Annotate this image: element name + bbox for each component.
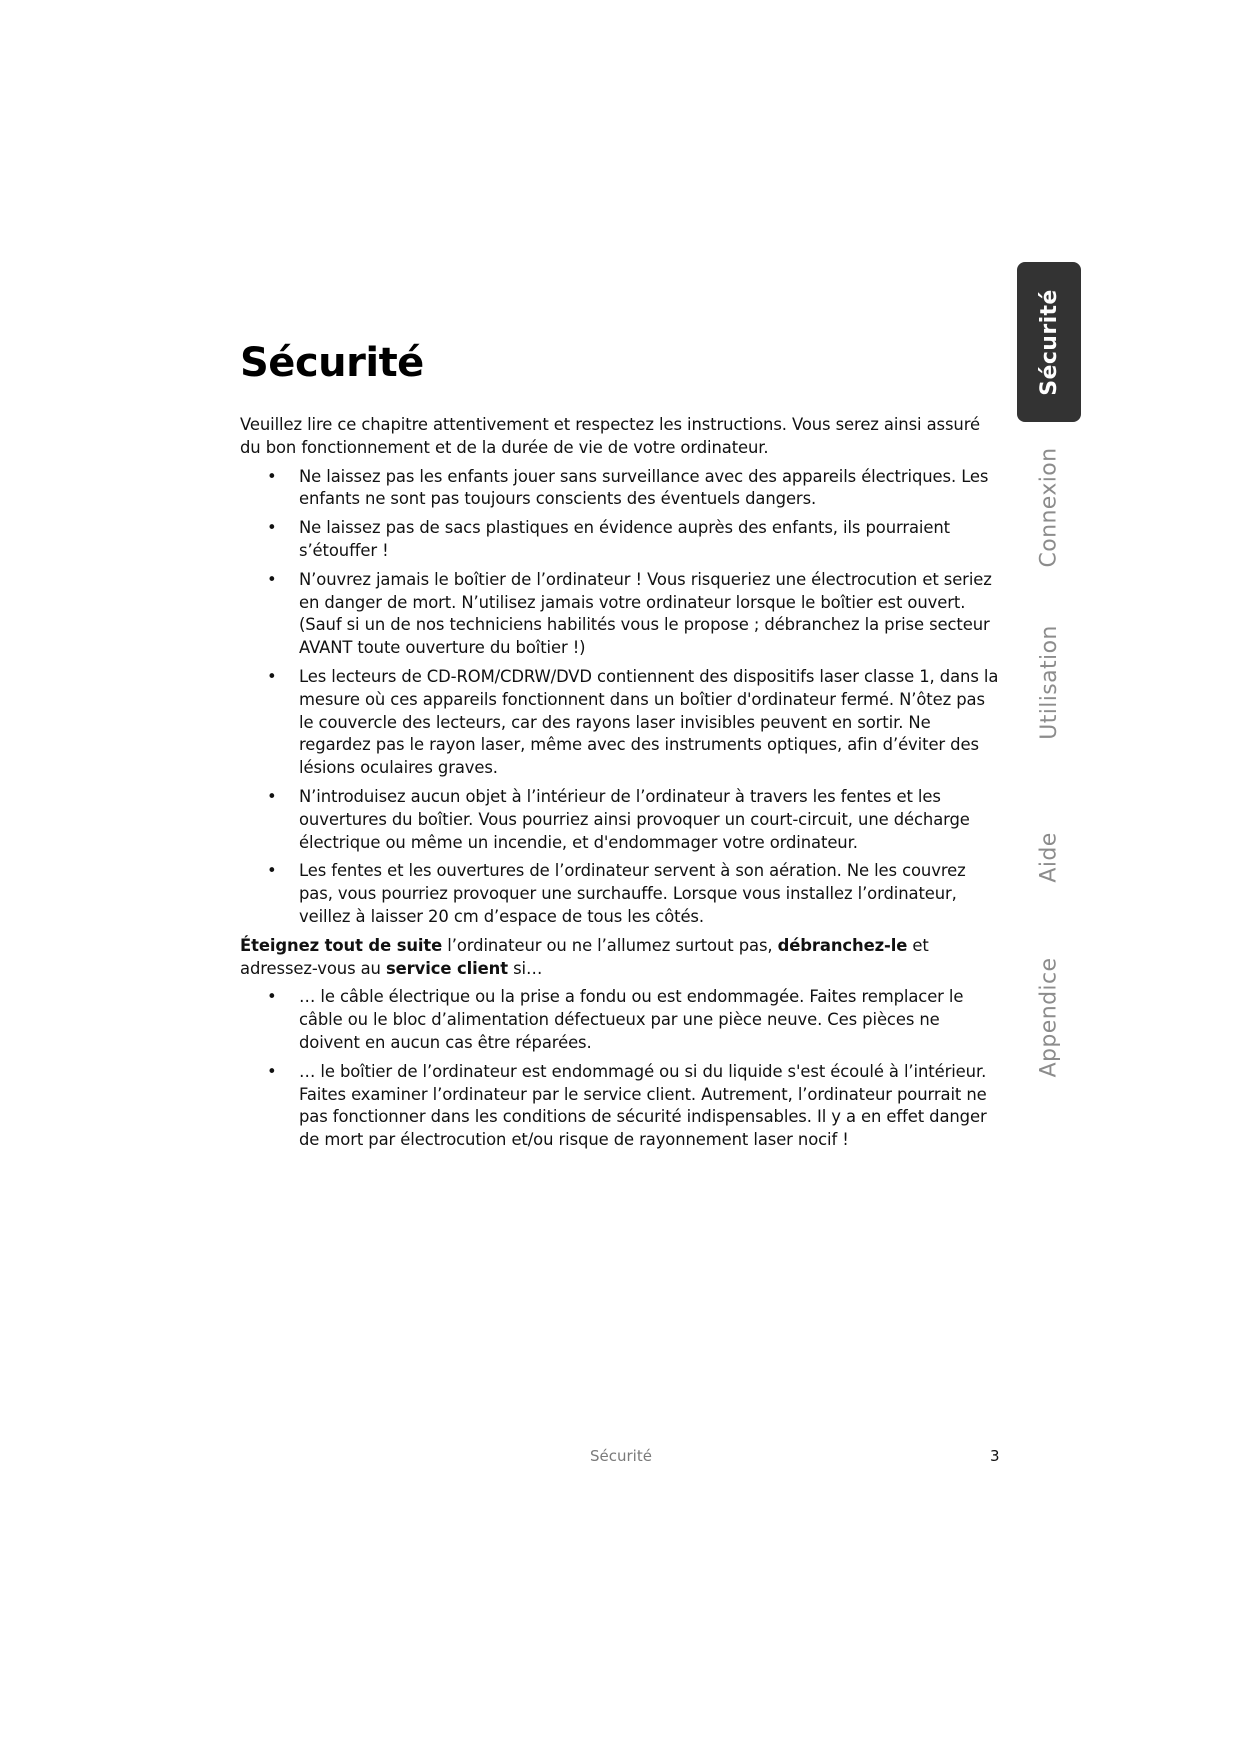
bullet-icon: •	[267, 987, 277, 1007]
list-item-text: Les fentes et les ouvertures de l’ordinateur servent à son aération. Ne les couvrez pas, vous pourriez provoquer une surchauffe. Lorsque vous installez l’ordinateur, veillez à laisser 20 cm d’espace de tous les côtés.	[299, 861, 966, 926]
list-item-text: N’introduisez aucun objet à l’intérieur de l’ordinateur à travers les fentes et les ouvertures du boîtier. Vous pourriez ainsi provoquer un court-circuit, une décharge électrique ou même un incendie, et d'endommager votre ordinateur.	[299, 786, 970, 852]
safety-list	[240, 466, 1004, 929]
list-item	[240, 517, 1004, 563]
tab-label: Aide	[1036, 831, 1062, 883]
footer-section-label: Sécurité	[590, 1447, 652, 1465]
list-item	[240, 986, 1004, 1054]
bullet-icon: •	[267, 861, 277, 881]
warning-emphasis: Éteignez tout de suite	[240, 935, 443, 955]
bullet-icon: •	[267, 466, 277, 486]
warning-emphasis: service client	[385, 958, 508, 978]
list-item	[240, 786, 1004, 854]
conditions-list	[240, 986, 1004, 1152]
warning-text: l’ordinateur ou ne l’allumez surtout pas,	[442, 935, 778, 955]
main-content	[240, 414, 1004, 1158]
warning-emphasis: débranchez-le	[777, 935, 908, 955]
list-item-text: Ne laissez pas de sacs plastiques en évidence auprès des enfants, ils pourraient s’étouffer !	[299, 518, 950, 560]
tab-utilisation[interactable]	[1017, 597, 1081, 767]
bullet-icon: •	[267, 1061, 277, 1081]
list-item	[240, 1061, 1004, 1152]
chapter-tabs	[1017, 262, 1081, 1092]
warning-paragraph	[240, 935, 1004, 981]
bullet-icon: •	[267, 786, 277, 806]
tab-label: Connexion	[1036, 447, 1062, 567]
list-item	[240, 860, 1004, 928]
bullet-icon: •	[267, 666, 277, 686]
list-item-text: … le câble électrique ou la prise a fondu ou est endommagée. Faites remplacer le câble ou le bloc d’alimentation défectueux par une pièce neuve. Ces pièces ne doivent en aucun cas être réparées.	[299, 987, 964, 1052]
tab-aide[interactable]	[1017, 787, 1081, 927]
page-title: Sécurité	[240, 340, 424, 386]
list-item	[240, 569, 1004, 660]
list-item-text: N’ouvrez jamais le boîtier de l’ordinateur ! Vous risqueriez une électrocution et seriez en danger de mort. N’utilisez jamais votre ordinateur lorsque le boîtier est ouvert. (Sauf si un de nos techniciens habilités vous le propose ; débranchez la prise secteur AVANT toute ouverture du boîtier !)	[299, 569, 992, 658]
tab-connexion[interactable]	[1017, 422, 1081, 592]
tab-appendice[interactable]	[1017, 942, 1081, 1092]
intro-paragraph: Veuillez lire ce chapitre attentivement et respectez les instructions. Vous serez ainsi assuré du bon fonctionnement et de la durée de vie de votre ordinateur.	[240, 415, 980, 457]
bullet-icon: •	[267, 569, 277, 589]
tab-securite[interactable]	[1017, 262, 1081, 422]
warning-text: si…	[507, 958, 543, 978]
warning-text: et adressez-vous au	[240, 935, 929, 978]
list-item-text: … le boîtier de l’ordinateur est endommagé ou si du liquide s'est écoulé à l’intérieur. Faites examiner l’ordinateur par le service client. Autrement, l’ordinateur pourrait ne pas fonctionner dans les conditions de sécurité indispensables. Il y a en effet danger de mort par électrocution et/ou risque de rayonnement laser nocif !	[299, 1061, 987, 1150]
list-item-text: Ne laissez pas les enfants jouer sans surveillance avec des appareils électriques. Les enfants ne sont pas toujours conscients des éventuels dangers.	[299, 466, 989, 509]
tab-label: Utilisation	[1036, 624, 1062, 740]
list-item	[240, 466, 1004, 512]
tab-label: Sécurité	[1036, 288, 1062, 396]
page-number: 3	[990, 1447, 1000, 1465]
list-item-text: Les lecteurs de CD-ROM/CDRW/DVD contiennent des dispositifs laser classe 1, dans la mesure où ces appareils fonctionnent dans un boîtier d'ordinateur fermé. N’ôtez pas le couvercle des lecteurs, car des rayons laser invisibles peuvent en sortir. Ne regardez pas le rayon laser, même avec des instruments optiques, afin d’éviter des lésions oculaires graves.	[299, 666, 999, 778]
tab-label: Appendice	[1036, 957, 1062, 1077]
list-item	[240, 666, 1004, 780]
bullet-icon: •	[267, 518, 277, 538]
